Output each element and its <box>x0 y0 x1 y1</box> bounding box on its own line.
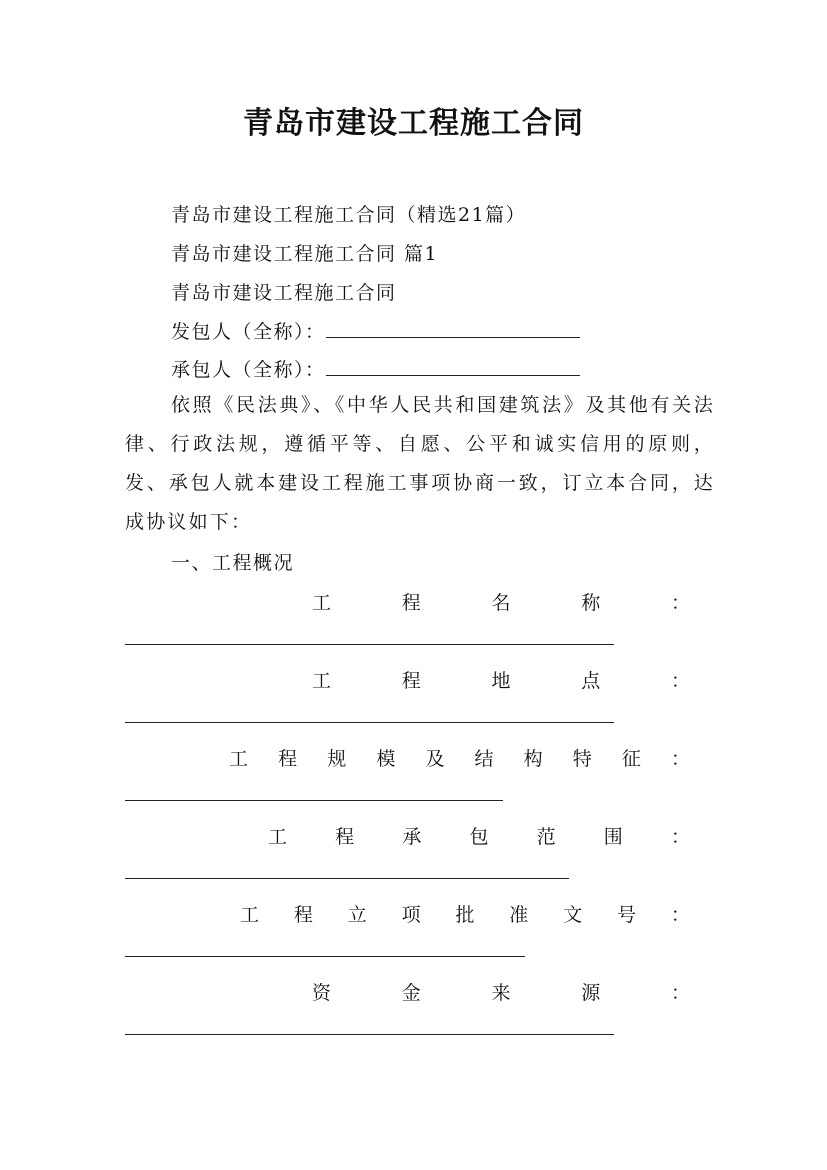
field-project-location-blank[interactable] <box>125 722 614 723</box>
employer-line <box>171 317 580 344</box>
contractor-blank[interactable] <box>326 357 580 376</box>
field-project-scale-label: 工 程 规 模 及 结 构 特 征 ： <box>229 748 690 770</box>
contractor-line <box>171 355 580 382</box>
field-approval-number-label: 工 程 立 项 批 准 文 号 ： <box>240 904 690 926</box>
employer-blank[interactable] <box>326 319 580 338</box>
field-contract-scope-blank[interactable] <box>125 878 569 879</box>
field-project-name-label: 工 程 名 称 ： <box>312 592 690 614</box>
field-contract-scope-label: 工 程 承 包 范 围 ： <box>268 826 690 848</box>
field-funding-source-label: 资 金 来 源 ： <box>312 982 690 1004</box>
field-approval-number-blank[interactable] <box>125 956 525 957</box>
contract-name: 青岛市建设工程施工合同 <box>171 282 397 304</box>
section-heading: 青岛市建设工程施工合同 篇1 <box>171 243 439 265</box>
field-project-name-blank[interactable] <box>125 644 614 645</box>
field-project-scale-blank[interactable] <box>125 800 503 801</box>
field-funding-source-blank[interactable] <box>125 1034 614 1035</box>
field-project-location-label: 工 程 地 点 ： <box>312 670 690 692</box>
employer-label: 发包人（全称）： <box>171 321 326 343</box>
contractor-label: 承包人（全称）： <box>171 359 326 381</box>
heading-project-overview: 一、工程概况 <box>171 552 295 574</box>
document-subtitle: 青岛市建设工程施工合同（精选21篇） <box>171 204 527 226</box>
intro-paragraph: 依照《民法典》、《中华人民共和国建筑法》及其他有关法律、行政法规，遵循平等、自愿、公平和诚实信用的原则，发、承包人就本建设工程施工事项协商一致，订立本合同，达成协议如下： <box>125 394 715 533</box>
document-title: 青岛市建设工程施工合同 <box>243 106 584 141</box>
